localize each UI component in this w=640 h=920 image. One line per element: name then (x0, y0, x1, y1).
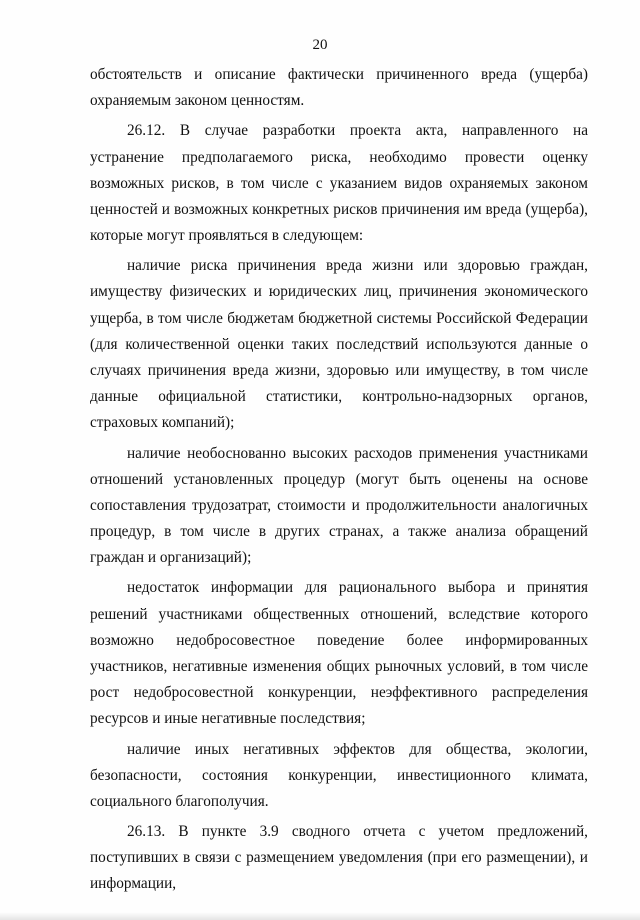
paragraph-risk-other: наличие иных негативных эффектов для общества, экологии, безопасности, состояния конкуренции, инвестиционного климата, социального благополучия. (90, 740, 588, 810)
document-body (90, 62, 588, 902)
paragraph-clause-26-12: 26.12. В случае разработки проекта акта, направленного на устранение предполагаемого риска, необходимо провести оценку возможных рисков, в том числе с указанием видов охраняемых законом ценностей и возможных конкретных рисков причинения им вреда (ущерба), которые могут проявляться в следующем: (90, 122, 588, 245)
paragraph-risk-costs: наличие необоснованно высоких расходов применения участниками отношений установленных процедур (могут быть оценены на основе сопоставления трудозатрат, стоимости и продолжительности аналогичных процедур, в том числе в других странах, а также анализа обращений граждан и организаций); (90, 444, 588, 567)
scan-edge-shadow (0, 912, 640, 920)
paragraph-continuation: обстоятельств и описание фактически причиненного вреда (ущерба) охраняемым законом ценностям. (90, 66, 588, 110)
paragraph-risk-harm: наличие риска причинения вреда жизни или здоровью граждан, имуществу физических и юридических лиц, причинения экономического ущерба, в том числе бюджетам бюджетной системы Российской Федерации (для количественной оценки таких последствий используются данные о случаях причинения вреда жизни, здоровью или имуществу, в том числе данные официальной статистики, контрольно-надзорных органов, страховых компаний); (90, 257, 588, 432)
page-number: 20 (312, 37, 328, 53)
paragraph-clause-26-13: 26.13. В пункте 3.9 сводного отчета с учетом предложений, поступивших в связи с размещением уведомления (при его размещении), и информации, (90, 823, 588, 893)
paragraph-risk-information: недостаток информации для рационального выбора и принятия решений участниками общественных отношений, вследствие которого возможно недобросовестное поведение более информированных участников, негативные изменения общих рыночных условий, в том числе рост недобросовестной конкуренции, неэффективного распределения ресурсов и иные негативные последствия; (90, 579, 588, 728)
